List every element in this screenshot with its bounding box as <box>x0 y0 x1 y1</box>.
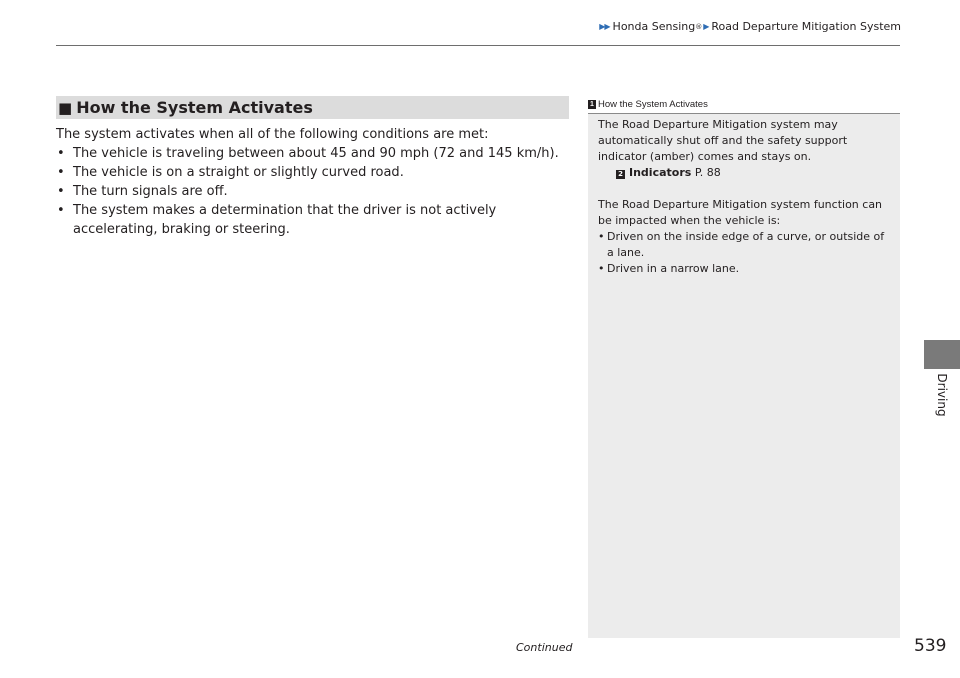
sidebar-paragraph: The Road Departure Mitigation system may automatically shut off and the safety support indicator (amber) comes and stays on. <box>598 118 848 163</box>
breadcrumb-honda-sensing[interactable]: Honda Sensing <box>612 20 696 33</box>
sidebar-bullet: • Driven on the inside edge of a curve, or outside of a lane. <box>598 229 890 261</box>
breadcrumb-current-page: Road Departure Mitigation System <box>711 20 901 33</box>
breadcrumb <box>599 20 901 33</box>
section-body <box>56 125 566 239</box>
sidebar-body <box>588 114 900 277</box>
section-heading <box>56 96 569 119</box>
note-marker-icon: 1 <box>588 100 596 109</box>
reference-label: Indicators <box>629 166 692 179</box>
indicators-reference-link[interactable] <box>598 165 890 181</box>
chapter-tab[interactable] <box>924 340 960 369</box>
condition-item: • The vehicle is on a straight or slightly curved road. <box>56 163 566 182</box>
note-sidebar <box>588 96 900 638</box>
section-intro: The system activates when all of the following conditions are met: <box>56 127 489 142</box>
sidebar-bullet: • Driven in a narrow lane. <box>598 261 890 277</box>
breadcrumb-arrow-icon: ▶▶ <box>599 22 610 31</box>
section-title: How the System Activates <box>76 98 313 117</box>
sidebar-heading <box>588 96 900 114</box>
conditions-list <box>56 144 566 239</box>
condition-item: • The system makes a determination that the driver is not actively accelerating, braking or steering. <box>56 201 566 239</box>
sidebar-heading-text: How the System Activates <box>598 99 708 110</box>
sidebar-bullet-list <box>598 229 890 277</box>
registered-mark: ® <box>695 22 703 31</box>
condition-item: • The turn signals are off. <box>56 182 566 201</box>
continued-label: Continued <box>516 641 573 654</box>
header-divider <box>56 45 900 46</box>
breadcrumb-arrow-icon: ▶ <box>703 22 709 31</box>
chapter-tab-label: Driving <box>935 373 949 417</box>
page-number: 539 <box>914 636 947 656</box>
condition-item: • The vehicle is traveling between about 45 and 90 mph (72 and 145 km/h). <box>56 144 566 163</box>
sidebar-paragraph: The Road Departure Mitigation system function can be impacted when the vehicle is: <box>598 198 883 227</box>
reference-page: P. 88 <box>694 166 721 179</box>
reference-arrow-icon: 2 <box>616 170 625 179</box>
section-square-icon: ■ <box>58 98 73 117</box>
